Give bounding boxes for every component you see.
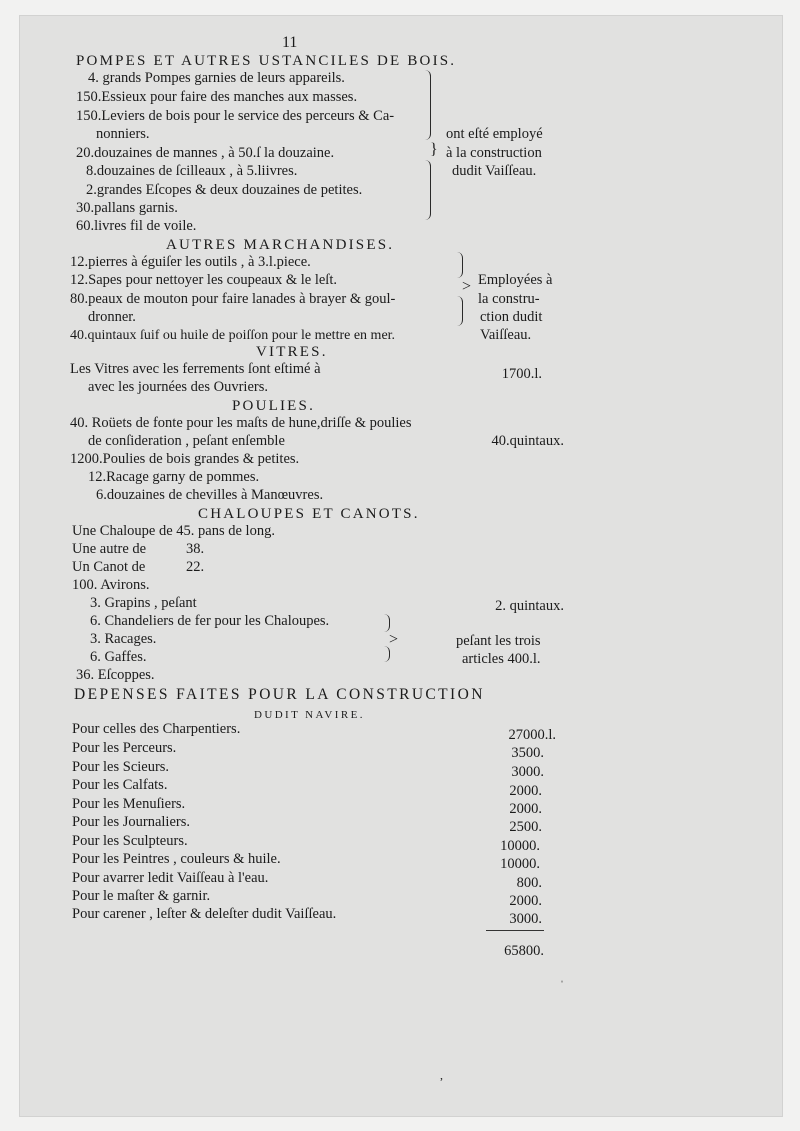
- marchandises-line: 12.pierres à éguiſer les outils , à 3.l.piece.: [70, 254, 311, 270]
- expense-amount: 2000.: [509, 801, 542, 817]
- vitres-line: Les Vitres avec les ferrements ſont eſtimé à: [70, 361, 321, 377]
- marchandises-note: la constru-: [478, 291, 540, 307]
- expense-label: Pour les Peintres , couleurs & huile.: [72, 851, 281, 867]
- expense-total: 65800.: [504, 943, 544, 959]
- pompes-line: 150.Essieux pour faire des manches aux masses.: [76, 89, 358, 105]
- brace-marchandises-bottom: [455, 296, 463, 326]
- pompes-line: 30.pallans garnis.: [76, 200, 178, 216]
- chaloupes-note: peſant les trois: [456, 633, 541, 649]
- pompes-line: 4. grands Pompes garnies de leurs appareils.: [88, 70, 345, 86]
- pompes-note: à la construction: [446, 145, 542, 161]
- brace-marchandises-tip: >: [462, 278, 472, 295]
- marchandises-line: 80.peaux de mouton pour faire lanades à brayer & goul-: [70, 291, 396, 307]
- pompes-line: 2.grandes Eſcopes & deux douzaines de petites.: [86, 182, 363, 198]
- marchandises-line: 12.Sapes pour nettoyer les coupeaux & le leſt.: [70, 272, 337, 288]
- pompes-line: 150.Leviers de bois pour le service des perceurs & Ca-: [76, 108, 395, 124]
- chaloupes-line: Un Canot de: [72, 559, 146, 575]
- brace-chaloupes-top: [382, 614, 390, 632]
- expense-amount: 2500.: [509, 819, 542, 835]
- brace-chaloupes-bottom: [382, 646, 390, 662]
- pompes-line: 8.douzaines de ſcilleaux , à 5.liivres.: [86, 163, 298, 179]
- brace-chaloupes-tip: >: [389, 631, 399, 648]
- chaloupes-line: 36. Eſcoppes.: [76, 667, 155, 683]
- section-subtitle-depenses: DUDIT NAVIRE.: [254, 709, 365, 721]
- page-number: 11: [282, 34, 298, 51]
- poulies-line: 1200.Poulies de bois grandes & petites.: [70, 451, 300, 467]
- expense-amount: 3000.: [511, 764, 544, 780]
- chaloupes-line: 100. Avirons.: [72, 577, 150, 593]
- poulies-amount: 40.quintaux.: [491, 433, 564, 449]
- expense-amount: 2000.: [509, 893, 542, 909]
- grapins-amount: 2. quintaux.: [495, 598, 564, 614]
- pompes-note: ont eſté employé: [446, 126, 543, 142]
- pompes-line: 60.livres fil de voile.: [76, 218, 197, 234]
- chaloupes-line: 6. Chandeliers de fer pour les Chaloupes.: [90, 613, 330, 629]
- brace-pompes-tip: }: [430, 141, 438, 158]
- expense-label: Pour les Scieurs.: [72, 759, 170, 775]
- expense-label: Pour les Perceurs.: [72, 740, 177, 756]
- section-title-poulies: POULIES.: [232, 398, 316, 414]
- marchandises-line: dronner.: [88, 309, 136, 325]
- ink-mark: ,: [440, 1068, 443, 1082]
- expense-amount: 10000.: [500, 856, 540, 872]
- chaloupes-line: Une Chaloupe de 45. pans de long.: [72, 523, 275, 539]
- expense-amount: 3500.: [511, 745, 544, 761]
- expense-label: Pour les Calfats.: [72, 777, 168, 793]
- chaloupes-line: Une autre de: [72, 541, 147, 557]
- marchandises-line: 40.quintaux ſuif ou huile de poiſſon pour le mettre en mer.: [70, 328, 396, 343]
- expense-amount: 10000.: [500, 838, 540, 854]
- poulies-line: de conſideration , peſant enſemble: [88, 433, 285, 449]
- canot-size: 22.: [186, 559, 205, 575]
- expense-label: Pour le maſter & garnir.: [72, 888, 211, 904]
- expense-amount: 2000.: [509, 783, 542, 799]
- expense-amount: 3000.: [509, 911, 542, 927]
- pompes-line: 20.douzaines de mannes , à 50.ſ la douzaine.: [76, 145, 335, 161]
- expense-label: Pour les Journaliers.: [72, 814, 190, 830]
- chaloupes-line: 3. Grapins , peſant: [90, 595, 197, 611]
- section-title-chaloupes: CHALOUPES ET CANOTS.: [198, 506, 420, 522]
- sum-rule: [486, 930, 544, 931]
- poulies-line: 6.douzaines de chevilles à Manœuvres.: [96, 487, 324, 503]
- brace-pompes-top: [422, 70, 431, 140]
- pompes-note: dudit Vaiſſeau.: [452, 163, 537, 179]
- expense-label: Pour les Menuſiers.: [72, 796, 186, 812]
- expense-label: Pour les Sculpteurs.: [72, 833, 188, 849]
- poulies-line: 40. Roüets de fonte pour les maſts de hune,driſſe & poulies: [70, 415, 412, 431]
- expense-label: Pour celles des Charpentiers.: [72, 721, 241, 737]
- expense-amount: 800.: [516, 875, 542, 891]
- pompes-line: nonniers.: [96, 126, 150, 142]
- section-title-marchandises: AUTRES MARCHANDISES.: [166, 237, 395, 253]
- section-title-vitres: VITRES.: [256, 344, 328, 360]
- vitres-amount: 1700.l.: [501, 366, 542, 382]
- chaloupes-line: 6. Gaffes.: [90, 649, 147, 665]
- poulies-line: 12.Racage garny de pommes.: [88, 469, 260, 485]
- chaloupe-size: 38.: [186, 541, 205, 557]
- marchandises-note: ction dudit: [480, 309, 543, 325]
- expense-amount: 27000.l.: [508, 727, 556, 743]
- chaloupes-note: articles 400.l.: [462, 651, 541, 667]
- marchandises-note: Employées à: [478, 272, 553, 288]
- ink-mark: ˈ: [560, 978, 564, 992]
- section-title-pompes: POMPES ET AUTRES USTANCILES DE BOIS.: [76, 53, 457, 69]
- expense-label: Pour avarrer ledit Vaiſſeau à l'eau.: [72, 870, 269, 886]
- brace-marchandises-top: [455, 252, 463, 278]
- expense-label: Pour carener , leſter & deleſter dudit Vaiſſeau.: [72, 906, 337, 922]
- brace-pompes-bottom: [422, 160, 431, 220]
- section-title-depenses: DEPENSES FAITES POUR LA CONSTRUCTION: [74, 686, 485, 703]
- chaloupes-line: 3. Racages.: [90, 631, 157, 647]
- vitres-line: avec les journées des Ouvriers.: [88, 379, 268, 395]
- marchandises-note: Vaiſſeau.: [480, 327, 532, 343]
